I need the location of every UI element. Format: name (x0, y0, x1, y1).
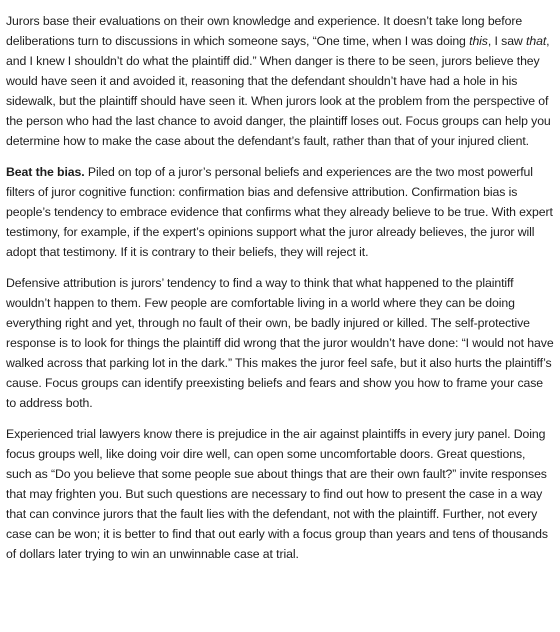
paragraph-defensive-attribution (6, 273, 554, 413)
paragraph-beat-the-bias (6, 162, 554, 262)
paragraph-jurors-experience (6, 11, 554, 151)
paragraph-text: , I saw (487, 34, 527, 48)
paragraph-text: Jurors base their evaluations on their own knowledge and experience. It doesn’t take long before deliberations turn to discussions in which someone says, “One time, when I was doing (6, 14, 523, 48)
paragraph-text: Defensive attribution is jurors’ tendency to find a way to think that what happened to the plaintiff wouldn’t happen to them. Few people are comfortable living in a world where they can be doing everything right and yet, through no fault of their own, be badly injured or killed. The self-protective response is to look for things the plaintiff did wrong that the juror wouldn’t have done: “I would not have walked across that parking lot in the dark.” This makes the juror feel safe, but it also hurts the plaintiff’s cause. Focus groups can identify preexisting beliefs and fears and show you how to frame your case to address both. (6, 276, 554, 410)
section-heading: Beat the bias. (6, 165, 85, 179)
emphasis-that: that (526, 34, 547, 48)
paragraph-text: Experienced trial lawyers know there is prejudice in the air against plaintiffs in every jury panel. Doing focus groups well, like doing voir dire well, can open some uncomfortable doors. Great questions, such as “Do you believe that some people sue about things that are their own fault?” invite responses that may frighten you. But such questions are necessary to find out how to present the case in a way that can convince jurors that the fault lies with the defendant, not with the plaintiff. Further, not every case can be won; it is better to find that out early with a focus group than years and tens of thousands of dollars later trying to win an unwinnable case at trial. (6, 427, 548, 561)
emphasis-this: this (469, 34, 488, 48)
paragraph-text: Piled on top of a juror’s personal beliefs and experiences are the two most powerful filters of juror cognitive function: confirmation bias and defensive attribution. Confirmation bias is people’s tendency to embrace evidence that confirms what they already believe to be true. With expert testimony, for example, if the expert’s opinions support what the juror already believes, the juror will adopt that testimony. If it is contrary to their beliefs, they will reject it. (6, 165, 553, 259)
paragraph-text: , and I knew I shouldn’t do what the plaintiff did.” When danger is there to be seen, jurors believe they would have seen it and avoided it, reasoning that the defendant shouldn’t have had a hole in his sidewalk, but the plaintiff should have seen it. When jurors look at the problem from the perspective of the person who had the last chance to avoid danger, the plaintiff loses out. Focus groups can help you determine how to make the case about the defendant’s fault, rather than that of your injured client. (6, 34, 551, 148)
paragraph-experienced-lawyers (6, 424, 554, 564)
